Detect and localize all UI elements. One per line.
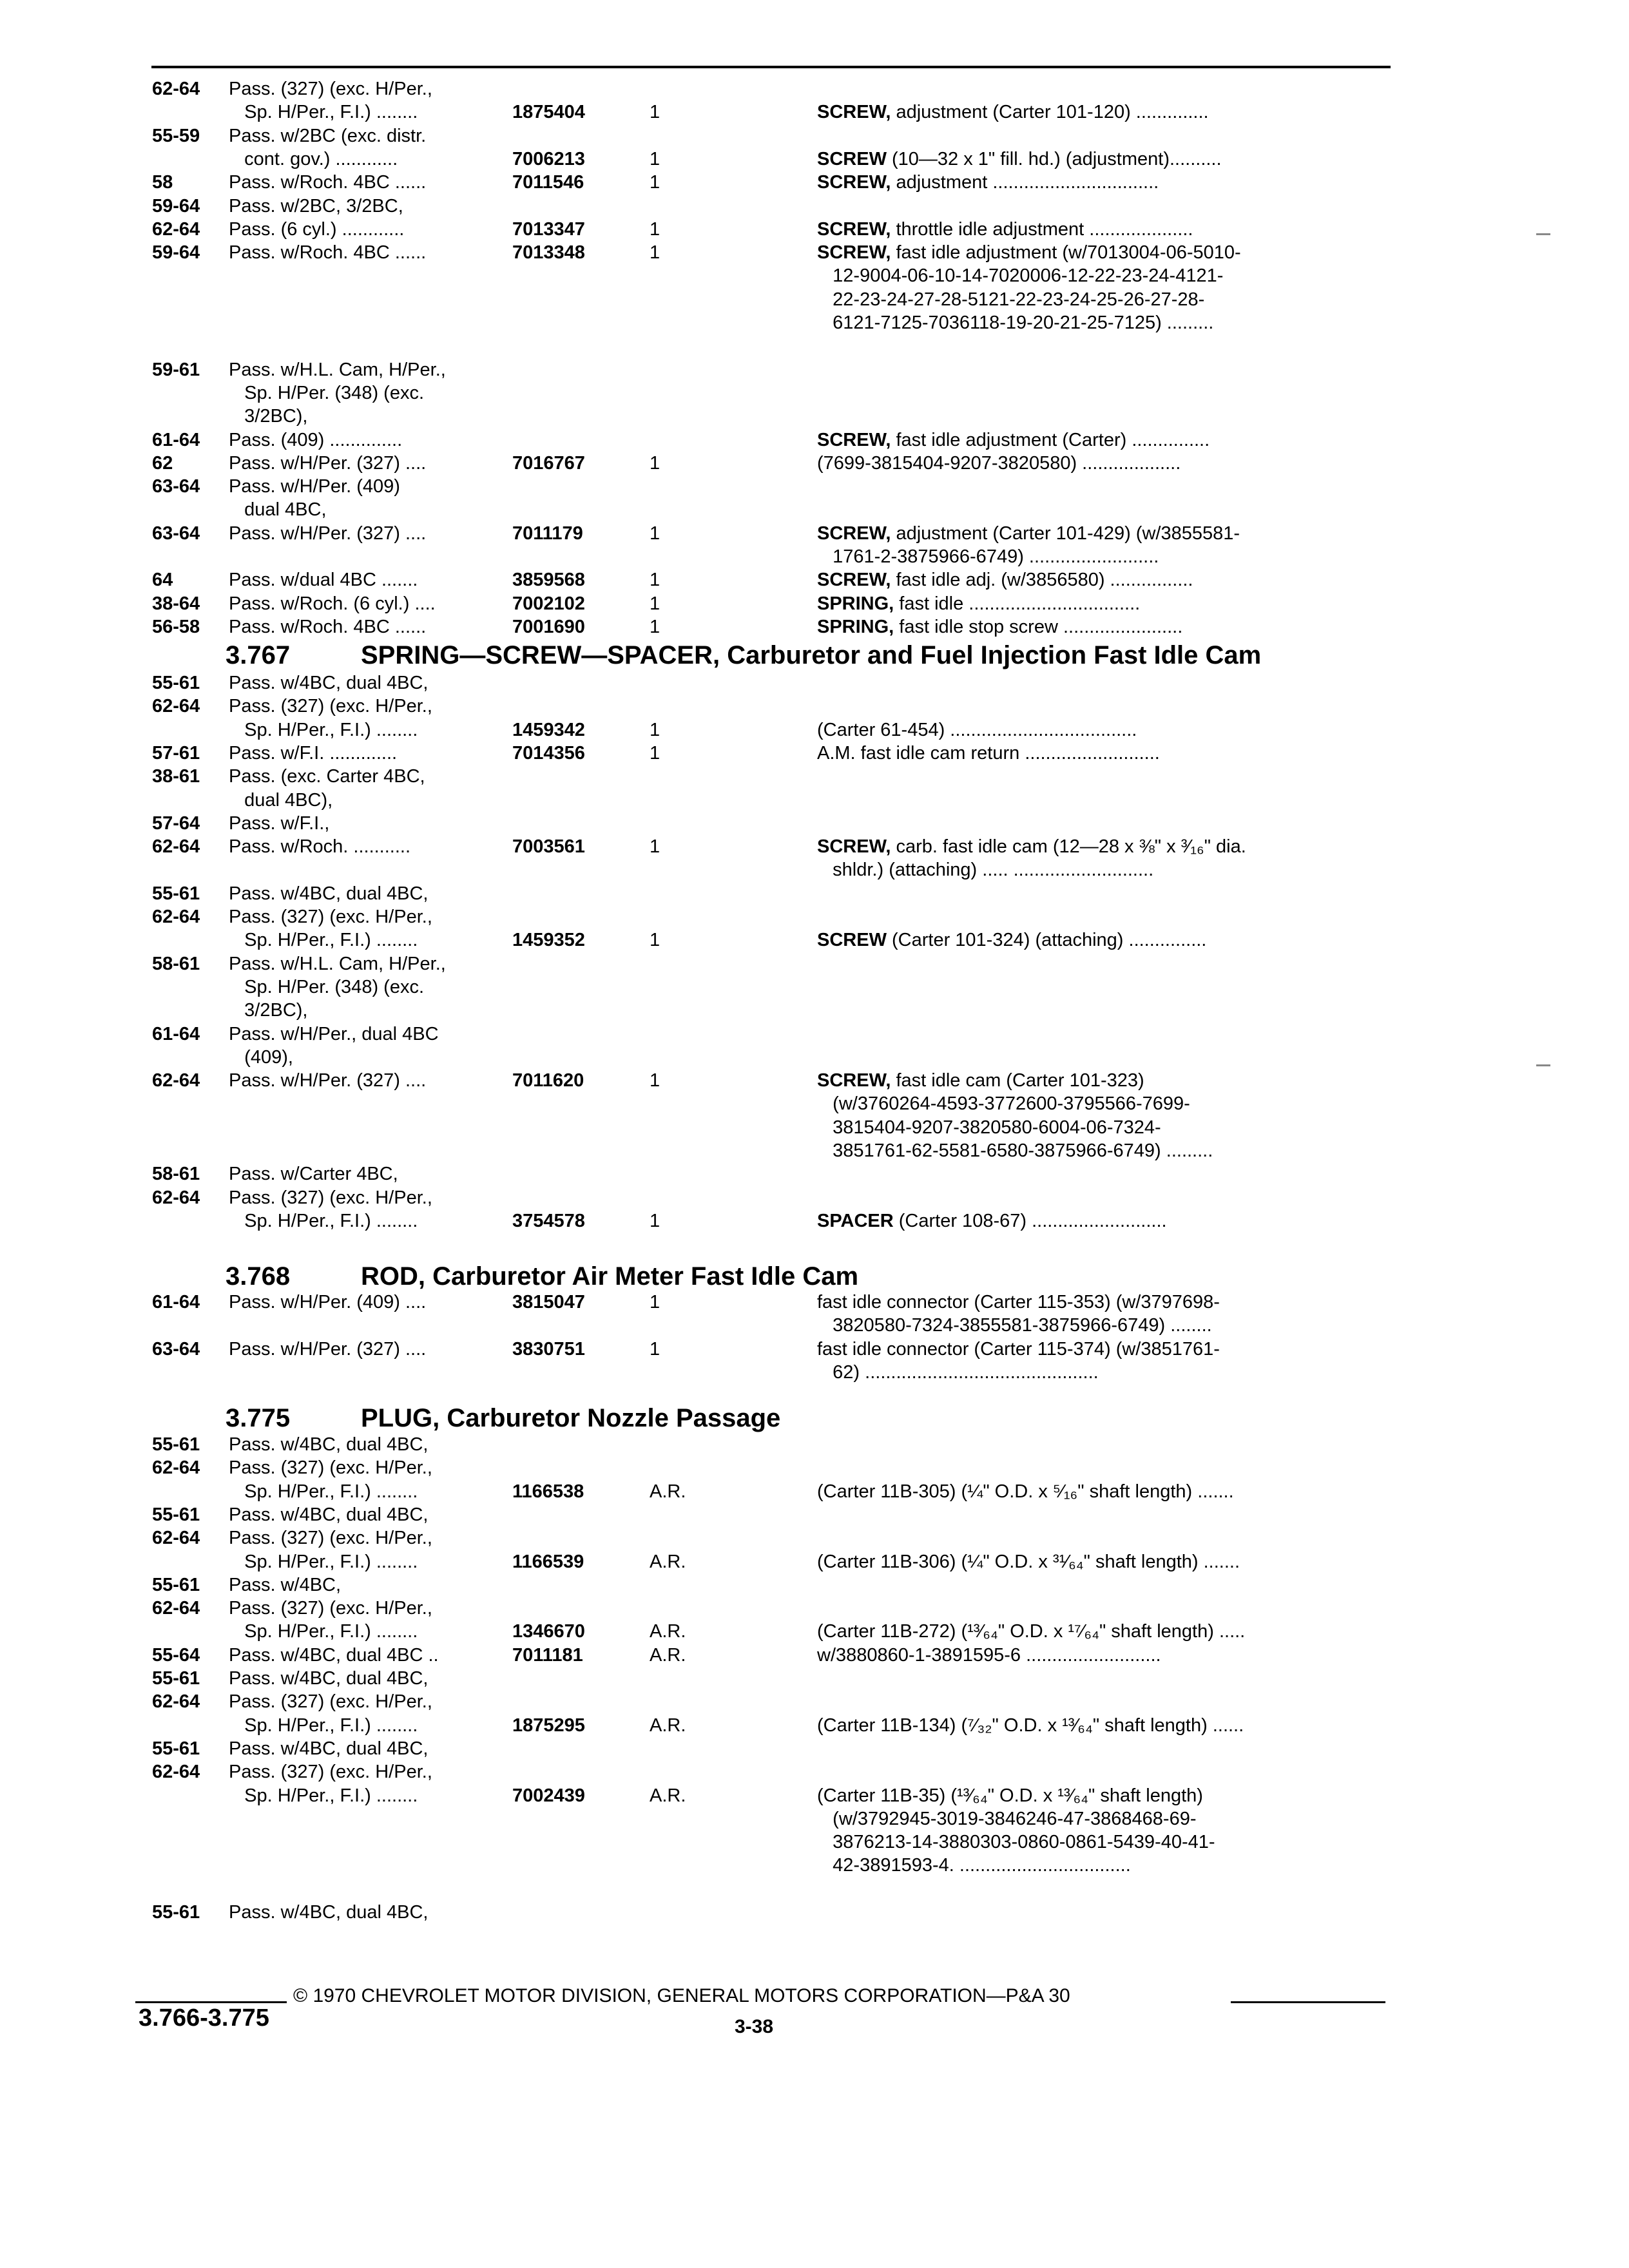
- part-description: [817, 1644, 1161, 1667]
- application-desc: Pass. (327) (exc. H/Per.,: [229, 1457, 432, 1479]
- model-year: 56-58: [152, 616, 200, 637]
- model-year: 58: [152, 172, 173, 193]
- footer-range: 3.766-3.775: [139, 2004, 269, 2032]
- part-detail: shldr.) (attaching) ..... ...........................: [817, 860, 1154, 881]
- part-detail: fast idle adjustment (Carter) ...............: [891, 429, 1210, 450]
- part-detail: (Carter 11B-134) (⁷⁄₃₂" O.D. x ¹³⁄₆₄" shaft length) ......: [817, 1715, 1244, 1736]
- part-description: [817, 1361, 1099, 1384]
- model-year: 55-61: [152, 1504, 200, 1525]
- application-desc: Sp. H/Per., F.I.) ........: [229, 1210, 418, 1231]
- model-year: 55-61: [152, 883, 200, 904]
- application-desc: cont. gov.) ............: [229, 148, 398, 169]
- part-description: [817, 1550, 1240, 1573]
- model-year: 62-64: [152, 836, 200, 858]
- application-desc: Pass. w/H/Per. (327) ....: [229, 452, 427, 474]
- part-number: 7001690: [512, 616, 585, 637]
- part-detail: fast idle adjustment (w/7013004-06-5010-: [891, 242, 1241, 264]
- application-desc: Pass. w/F.I.,: [229, 812, 330, 834]
- part-detail: fast idle .................................: [894, 593, 1141, 614]
- part-description: [817, 218, 1193, 241]
- application-desc: Pass. (327) (exc. H/Per.,: [229, 907, 432, 927]
- application-desc: Sp. H/Per., F.I.) ........: [229, 1481, 418, 1502]
- model-year: 55-61: [152, 1738, 200, 1759]
- model-year: 59-64: [152, 195, 200, 216]
- application-desc: Pass. w/H/Per. (327) ....: [229, 1070, 427, 1091]
- model-year: 63-64: [152, 1338, 200, 1360]
- part-name: SCREW,: [817, 102, 891, 123]
- model-year: 62-64: [152, 79, 200, 99]
- part-number: 3859568: [512, 570, 585, 591]
- part-description: [817, 288, 1204, 311]
- part-number: 1459352: [512, 930, 585, 951]
- model-year: 62-64: [152, 1070, 200, 1091]
- section-heading-3768: [226, 1262, 858, 1291]
- part-detail: (Carter 61-454) ....................................: [817, 719, 1137, 740]
- quantity: 1: [650, 242, 660, 264]
- model-year: 62-64: [152, 1457, 200, 1479]
- part-detail: fast idle connector (Carter 115-353) (w/3797698-: [817, 1292, 1220, 1312]
- part-description: [817, 1092, 1190, 1115]
- application-desc: Pass. w/4BC, dual 4BC,: [229, 1504, 429, 1525]
- part-description: [817, 1831, 1215, 1854]
- part-number: 7011181: [512, 1644, 583, 1666]
- part-detail: 3820580-7324-3855581-3875966-6749) ........: [817, 1315, 1212, 1336]
- part-number: 7011546: [512, 172, 584, 193]
- application-desc: Pass. (327) (exc. H/Per.,: [229, 79, 432, 99]
- part-detail: fast idle cam (Carter 101-323): [891, 1070, 1144, 1091]
- part-detail: throttle idle adjustment ....................: [891, 218, 1193, 240]
- part-number: 1346670: [512, 1621, 585, 1642]
- footer-rule-left: [135, 2001, 287, 2003]
- section-number: 3.768: [226, 1262, 291, 1291]
- part-detail: w/3880860-1-3891595-6 ..........................: [817, 1644, 1161, 1666]
- quantity: 1: [650, 930, 660, 951]
- application-desc: Pass. (327) (exc. H/Per.,: [229, 1528, 432, 1549]
- application-desc: 3/2BC),: [229, 406, 308, 427]
- quantity: 1: [650, 719, 660, 740]
- part-description: [817, 1314, 1212, 1337]
- section-title: PLUG, Carburetor Nozzle Passage: [361, 1404, 781, 1432]
- model-year: 55-61: [152, 1668, 200, 1689]
- model-year: 62: [152, 452, 173, 474]
- part-detail: (Carter 11B-35) (¹³⁄₆₄" O.D. x ¹³⁄₆₄" shaft length): [817, 1785, 1203, 1806]
- quantity: 1: [650, 836, 660, 858]
- model-year: 57-61: [152, 742, 200, 764]
- part-number: 1166538: [512, 1481, 584, 1502]
- part-name: SCREW: [817, 148, 887, 169]
- model-year: 63-64: [152, 523, 200, 544]
- part-detail: (Carter 11B-306) (¼" O.D. x ³¹⁄₆₄" shaft length) .......: [817, 1551, 1240, 1572]
- model-year: 55-64: [152, 1644, 200, 1666]
- part-detail: (Carter 108-67) ..........................: [893, 1210, 1167, 1231]
- application-desc: Pass. w/H/Per. (327) ....: [229, 1338, 427, 1360]
- application-desc: Pass. (327) (exc. H/Per.,: [229, 1598, 432, 1619]
- model-year: 58-61: [152, 1164, 200, 1185]
- application-desc: Pass. w/dual 4BC .......: [229, 570, 418, 591]
- quantity: 1: [650, 523, 660, 544]
- model-year: 62-64: [152, 907, 200, 927]
- part-detail: (w/3760264-4593-3772600-3795566-7699-: [817, 1093, 1190, 1115]
- part-description: [817, 1620, 1245, 1643]
- quantity: A.R.: [650, 1481, 686, 1502]
- part-number: 7016767: [512, 452, 585, 474]
- part-detail: adjustment ................................: [891, 172, 1159, 193]
- margin-mark: [1536, 233, 1550, 235]
- application-desc: Pass. (exc. Carter 4BC,: [229, 766, 425, 787]
- model-year: 55-61: [152, 1902, 200, 1923]
- part-name: SPACER: [817, 1210, 894, 1231]
- application-desc: Pass. w/4BC, dual 4BC,: [229, 1738, 429, 1759]
- part-description: [817, 522, 1240, 545]
- application-desc: Pass. w/2BC, 3/2BC,: [229, 195, 403, 216]
- part-detail: 22-23-24-27-28-5121-22-23-24-25-26-27-28-: [817, 289, 1205, 310]
- model-year: 55-61: [152, 1574, 200, 1595]
- part-detail: (w/3792945-3019-3846246-47-3868468-69-: [817, 1808, 1197, 1829]
- part-description: [817, 1784, 1203, 1807]
- application-desc: Sp. H/Per. (348) (exc.: [229, 976, 424, 997]
- part-detail: (Carter 101-324) (attaching) ...............: [886, 930, 1207, 951]
- part-description: [817, 928, 1206, 952]
- application-desc: Pass. (327) (exc. H/Per.,: [229, 1187, 432, 1208]
- quantity: 1: [650, 570, 660, 591]
- quantity: 1: [650, 452, 660, 474]
- part-name: SPRING,: [817, 616, 894, 637]
- part-number: 3815047: [512, 1292, 585, 1312]
- part-number: 7003561: [512, 836, 585, 858]
- application-desc: Pass. w/H/Per., dual 4BC: [229, 1023, 439, 1044]
- margin-mark: [1536, 1064, 1550, 1066]
- part-description: [817, 1116, 1161, 1139]
- part-description: [817, 1209, 1167, 1233]
- part-description: [817, 1807, 1197, 1831]
- part-detail: adjustment (Carter 101-429) (w/3855581-: [891, 523, 1240, 544]
- application-desc: Sp. H/Per., F.I.) ........: [229, 1715, 418, 1736]
- quantity: A.R.: [650, 1621, 686, 1642]
- quantity: 1: [650, 1070, 660, 1091]
- part-number: 7002102: [512, 593, 585, 614]
- part-description: [817, 101, 1209, 124]
- quantity: 1: [650, 102, 660, 123]
- application-desc: Pass. w/Roch. ...........: [229, 836, 411, 858]
- part-number: 7013347: [512, 218, 585, 240]
- application-desc: (409),: [229, 1046, 293, 1068]
- application-desc: Pass. w/Roch. 4BC ......: [229, 172, 427, 193]
- part-detail: 3815404-9207-3820580-6004-06-7324-: [817, 1117, 1161, 1138]
- application-desc: Pass. w/4BC, dual 4BC,: [229, 1902, 429, 1923]
- application-desc: Pass. w/2BC (exc. distr.: [229, 125, 427, 146]
- part-detail: (Carter 11B-305) (¼" O.D. x ⁵⁄₁₆" shaft length) .......: [817, 1481, 1234, 1502]
- model-year: 62-64: [152, 218, 200, 240]
- quantity: 1: [650, 148, 660, 169]
- part-detail: (7699-3815404-9207-3820580) ...................: [817, 452, 1181, 474]
- quantity: A.R.: [650, 1715, 686, 1736]
- part-name: SCREW: [817, 930, 887, 951]
- application-desc: Pass. w/H/Per. (409): [229, 476, 400, 497]
- application-desc: Pass. w/Carter 4BC,: [229, 1164, 398, 1185]
- quantity: A.R.: [650, 1551, 686, 1572]
- footer-page-number: 3-38: [735, 2016, 774, 2037]
- part-description: [817, 452, 1181, 475]
- part-detail: 12-9004-06-10-14-7020006-12-22-23-24-4121-: [817, 265, 1224, 287]
- part-description: [817, 241, 1241, 264]
- part-description: [817, 615, 1182, 639]
- application-desc: Pass. (6 cyl.) ............: [229, 218, 405, 240]
- part-number: 7014356: [512, 742, 585, 764]
- section-number: 3.775: [226, 1404, 291, 1432]
- part-description: [817, 1069, 1144, 1092]
- part-description: [817, 592, 1140, 615]
- part-name: SPRING,: [817, 593, 894, 614]
- part-number: 1166539: [512, 1551, 584, 1572]
- part-description: [817, 1139, 1213, 1162]
- model-year: 62-64: [152, 1598, 200, 1619]
- application-desc: Sp. H/Per., F.I.) ........: [229, 1785, 418, 1806]
- part-detail: fast idle stop screw .......................: [894, 616, 1183, 637]
- footer-rule-right: [1231, 2001, 1385, 2003]
- application-desc: Pass. w/H/Per. (327) ....: [229, 523, 427, 544]
- part-detail: carb. fast idle cam (12—28 x ⅜" x ³⁄₁₆" dia.: [891, 836, 1246, 858]
- application-desc: Sp. H/Per., F.I.) ........: [229, 719, 418, 740]
- quantity: 1: [650, 1338, 660, 1360]
- model-year: 62-64: [152, 696, 200, 717]
- model-year: 55-61: [152, 1434, 200, 1455]
- model-year: 58-61: [152, 953, 200, 974]
- model-year: 62-64: [152, 1187, 200, 1208]
- model-year: 55-59: [152, 125, 200, 146]
- part-detail: fast idle adj. (w/3856580) ................: [891, 570, 1193, 591]
- model-year: 38-61: [152, 766, 200, 787]
- part-number: 7002439: [512, 1785, 585, 1806]
- part-detail: adjustment (Carter 101-120) ..............: [891, 102, 1209, 123]
- quantity: 1: [650, 742, 660, 764]
- quantity: A.R.: [650, 1644, 686, 1666]
- model-year: 62-64: [152, 1762, 200, 1783]
- quantity: 1: [650, 172, 660, 193]
- application-desc: Pass. w/4BC,: [229, 1574, 342, 1595]
- application-desc: Pass. w/H/Per. (409) ....: [229, 1292, 427, 1312]
- model-year: 61-64: [152, 1292, 200, 1312]
- application-desc: Sp. H/Per., F.I.) ........: [229, 930, 418, 951]
- model-year: 55-61: [152, 673, 200, 693]
- application-desc: Pass. w/4BC, dual 4BC,: [229, 1668, 429, 1689]
- application-desc: Pass. w/4BC, dual 4BC,: [229, 673, 429, 693]
- model-year: 64: [152, 570, 173, 591]
- part-description: [817, 858, 1153, 881]
- footer-copyright: © 1970 CHEVROLET MOTOR DIVISION, GENERAL MOTORS CORPORATION—P&A 30: [293, 1985, 1070, 2006]
- model-year: 59-64: [152, 242, 200, 264]
- part-number: 1875295: [512, 1715, 585, 1736]
- model-year: 61-64: [152, 1023, 200, 1044]
- quantity: 1: [650, 1292, 660, 1312]
- quantity: 1: [650, 218, 660, 240]
- application-desc: Pass. w/H.L. Cam, H/Per.,: [229, 359, 446, 380]
- part-detail: (Carter 11B-272) (¹³⁄₆₄" O.D. x ¹⁷⁄₆₄" shaft length) .....: [817, 1621, 1246, 1642]
- section-heading-3767: [226, 640, 1261, 670]
- part-description: [817, 718, 1137, 742]
- quantity: A.R.: [650, 1785, 686, 1806]
- application-desc: Pass. w/Roch. (6 cyl.) ....: [229, 593, 436, 614]
- part-detail: 42-3891593-4. .................................: [817, 1855, 1131, 1876]
- model-year: 62-64: [152, 1528, 200, 1549]
- part-description: [817, 428, 1210, 452]
- application-desc: Pass. w/H.L. Cam, H/Per.,: [229, 953, 446, 974]
- application-desc: 3/2BC),: [229, 1000, 308, 1021]
- part-number: 1459342: [512, 719, 585, 740]
- model-year: 38-64: [152, 593, 200, 614]
- part-detail: A.M. fast idle cam return ..........................: [817, 742, 1160, 764]
- part-description: [817, 1714, 1244, 1737]
- part-description: [817, 1338, 1220, 1361]
- part-description: [817, 171, 1159, 194]
- application-desc: Pass. (409) ..............: [229, 429, 403, 450]
- part-description: [817, 264, 1223, 287]
- part-name: SCREW,: [817, 218, 891, 240]
- application-desc: Sp. H/Per., F.I.) ........: [229, 102, 418, 123]
- part-detail: 3876213-14-3880303-0860-0861-5439-40-41-: [817, 1832, 1215, 1853]
- part-detail: fast idle connector (Carter 115-374) (w/3851761-: [817, 1338, 1220, 1360]
- section-number: 3.767: [226, 641, 291, 669]
- part-name: SCREW,: [817, 172, 891, 193]
- part-number: 1875404: [512, 102, 585, 123]
- part-number: 3830751: [512, 1338, 585, 1360]
- part-description: [817, 835, 1246, 858]
- application-desc: Sp. H/Per., F.I.) ........: [229, 1551, 418, 1572]
- part-detail: (10—32 x 1" fill. hd.) (adjustment)..........: [886, 148, 1222, 169]
- section-title: SPRING—SCREW—SPACER, Carburetor and Fuel Injection Fast Idle Cam: [361, 641, 1262, 669]
- application-desc: Sp. H/Per. (348) (exc.: [229, 382, 424, 403]
- application-desc: Pass. (327) (exc. H/Per.,: [229, 1691, 432, 1713]
- part-description: [817, 1291, 1220, 1314]
- application-desc: Pass. w/Roch. 4BC ......: [229, 242, 427, 264]
- part-description: [817, 1854, 1131, 1877]
- part-number: 3754578: [512, 1210, 585, 1231]
- application-desc: Pass. (327) (exc. H/Per.,: [229, 1762, 432, 1783]
- part-detail: 3851761-62-5581-6580-3875966-6749) .........: [817, 1140, 1213, 1161]
- part-description: [817, 311, 1213, 334]
- part-description: [817, 148, 1222, 171]
- part-number: 7013348: [512, 242, 585, 264]
- section-title: ROD, Carburetor Air Meter Fast Idle Cam: [361, 1262, 859, 1291]
- application-desc: dual 4BC,: [229, 499, 327, 521]
- part-name: SCREW,: [817, 836, 891, 858]
- section-heading-3775: [226, 1403, 780, 1433]
- part-name: SCREW,: [817, 1070, 891, 1091]
- part-description: [817, 545, 1159, 568]
- part-detail: 62) .............................................: [817, 1361, 1099, 1383]
- part-name: SCREW,: [817, 570, 891, 591]
- model-year: 62-64: [152, 1691, 200, 1713]
- quantity: 1: [650, 616, 660, 637]
- application-desc: Pass. (327) (exc. H/Per.,: [229, 696, 432, 717]
- part-number: 7011620: [512, 1070, 584, 1091]
- application-desc: Sp. H/Per., F.I.) ........: [229, 1621, 418, 1642]
- application-desc: dual 4BC),: [229, 789, 333, 811]
- top-rule: [151, 66, 1391, 68]
- part-name: SCREW,: [817, 242, 891, 264]
- model-year: 61-64: [152, 429, 200, 450]
- part-number: 7011179: [512, 523, 583, 544]
- part-detail: 6121-7125-7036118-19-20-21-25-7125) .........: [817, 312, 1214, 333]
- model-year: 57-64: [152, 812, 200, 834]
- application-desc: Pass. w/Roch. 4BC ......: [229, 616, 427, 637]
- quantity: 1: [650, 1210, 660, 1231]
- application-desc: Pass. w/4BC, dual 4BC ..: [229, 1644, 439, 1666]
- model-year: 59-61: [152, 359, 200, 380]
- part-description: [817, 568, 1193, 591]
- model-year: 63-64: [152, 476, 200, 497]
- part-detail: 1761-2-3875966-6749) .........................: [817, 546, 1159, 567]
- application-desc: Pass. w/4BC, dual 4BC,: [229, 1434, 429, 1455]
- application-desc: Pass. w/F.I. .............: [229, 742, 398, 764]
- part-name: SCREW,: [817, 523, 891, 544]
- part-description: [817, 742, 1160, 765]
- quantity: 1: [650, 593, 660, 614]
- part-description: [817, 1480, 1234, 1503]
- part-number: 7006213: [512, 148, 585, 169]
- part-name: SCREW,: [817, 429, 891, 450]
- application-desc: Pass. w/4BC, dual 4BC,: [229, 883, 429, 904]
